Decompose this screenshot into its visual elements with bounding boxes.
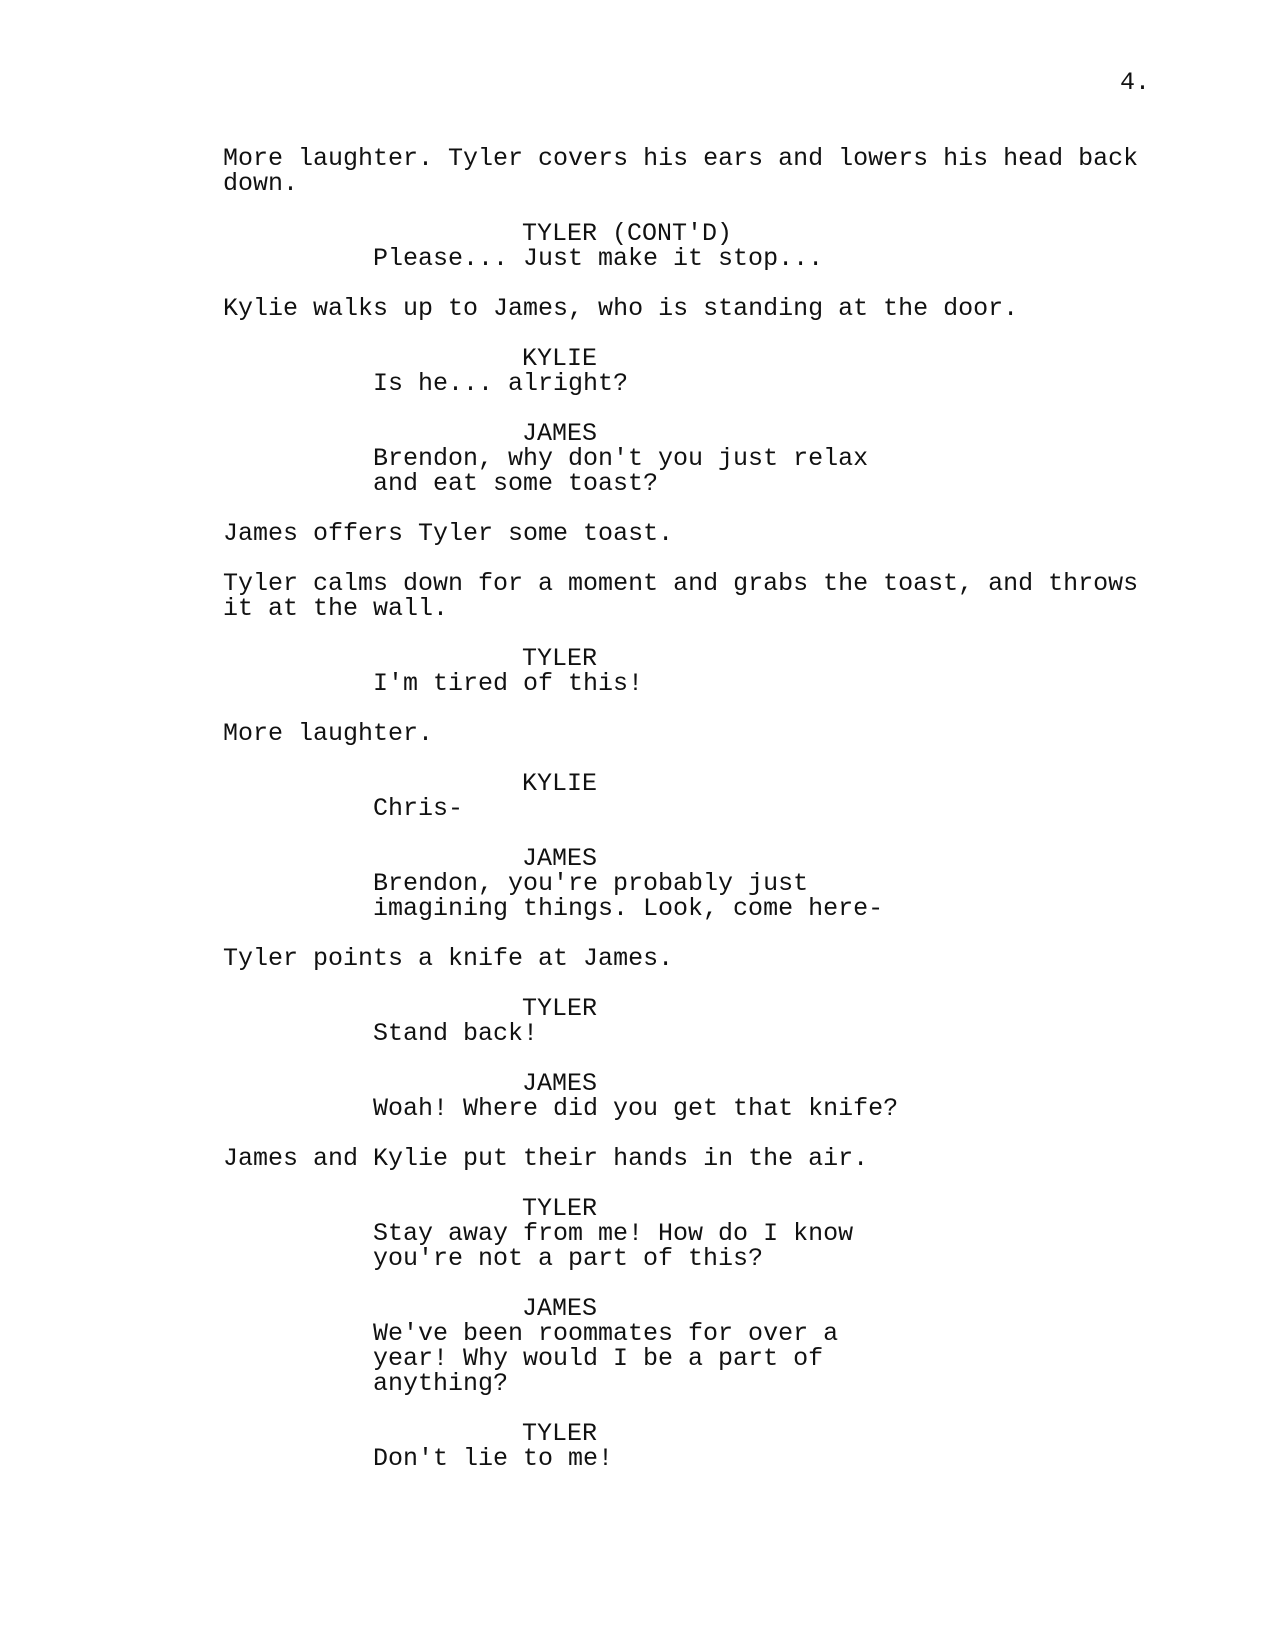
action-block xyxy=(223,521,1123,546)
dialogue-line: Brendon, why don't you just relax xyxy=(373,444,869,473)
action-line: James and Kylie put their hands in the air. xyxy=(223,1144,869,1173)
dialogue-block xyxy=(223,1296,1123,1396)
dialogue-line: imagining things. Look, come here- xyxy=(373,894,884,923)
dialogue-line: Please... Just make it stop... xyxy=(373,244,824,273)
action-line: Tyler points a knife at James. xyxy=(223,944,674,973)
dialogue-block xyxy=(223,421,1123,496)
dialogue-block xyxy=(223,846,1123,921)
character-name: TYLER xyxy=(522,994,598,1023)
dialogue-block xyxy=(223,221,1123,271)
dialogue-line: Woah! Where did you get that knife? xyxy=(373,1094,899,1123)
character-name: JAMES xyxy=(522,844,598,873)
dialogue-block xyxy=(223,1421,1123,1471)
action-line: More laughter. xyxy=(223,719,434,748)
character-name: TYLER xyxy=(522,644,598,673)
action-block xyxy=(223,144,1139,198)
action-block xyxy=(223,296,1123,321)
dialogue-line: Stay away from me! How do I know xyxy=(373,1219,854,1248)
dialogue-block xyxy=(223,646,1123,696)
character-name: JAMES xyxy=(522,1294,598,1323)
action-block xyxy=(223,1146,1123,1171)
dialogue-block xyxy=(223,1196,1123,1271)
action-line: James offers Tyler some toast. xyxy=(223,519,674,548)
dialogue-block xyxy=(223,996,1123,1046)
dialogue-line: Is he... alright? xyxy=(373,369,629,398)
dialogue-line: year! Why would I be a part of xyxy=(373,1344,824,1373)
action-line: it at the wall. xyxy=(223,594,449,623)
character-name: KYLIE xyxy=(522,344,598,373)
dialogue-line: Chris- xyxy=(373,794,464,823)
script-body xyxy=(223,144,1139,1496)
character-name: KYLIE xyxy=(522,769,598,798)
dialogue-block xyxy=(223,346,1123,396)
dialogue-block xyxy=(223,771,1123,821)
character-name: TYLER xyxy=(522,1194,598,1223)
action-line: down. xyxy=(223,169,299,198)
dialogue-block xyxy=(223,1071,1123,1121)
character-name: TYLER xyxy=(522,1419,598,1448)
action-block xyxy=(223,946,1123,971)
action-line: Tyler calms down for a moment and grabs the toast, and throws xyxy=(223,569,1139,598)
action-line: Kylie walks up to James, who is standing at the door. xyxy=(223,294,1019,323)
page-number: 4. xyxy=(1120,68,1151,97)
dialogue-line: and eat some toast? xyxy=(373,469,659,498)
dialogue-line: I'm tired of this! xyxy=(373,669,644,698)
dialogue-line: We've been roommates for over a xyxy=(373,1319,839,1348)
character-name: TYLER (CONT'D) xyxy=(522,219,733,248)
action-line: More laughter. Tyler covers his ears and lowers his head back xyxy=(223,144,1139,173)
character-name: JAMES xyxy=(522,1069,598,1098)
action-block xyxy=(223,721,1123,746)
dialogue-line: Don't lie to me! xyxy=(373,1444,614,1473)
dialogue-line: Stand back! xyxy=(373,1019,539,1048)
dialogue-line: Brendon, you're probably just xyxy=(373,869,809,898)
dialogue-line: you're not a part of this? xyxy=(373,1244,764,1273)
dialogue-line: anything? xyxy=(373,1369,509,1398)
character-name: JAMES xyxy=(522,419,598,448)
action-block xyxy=(223,569,1139,623)
